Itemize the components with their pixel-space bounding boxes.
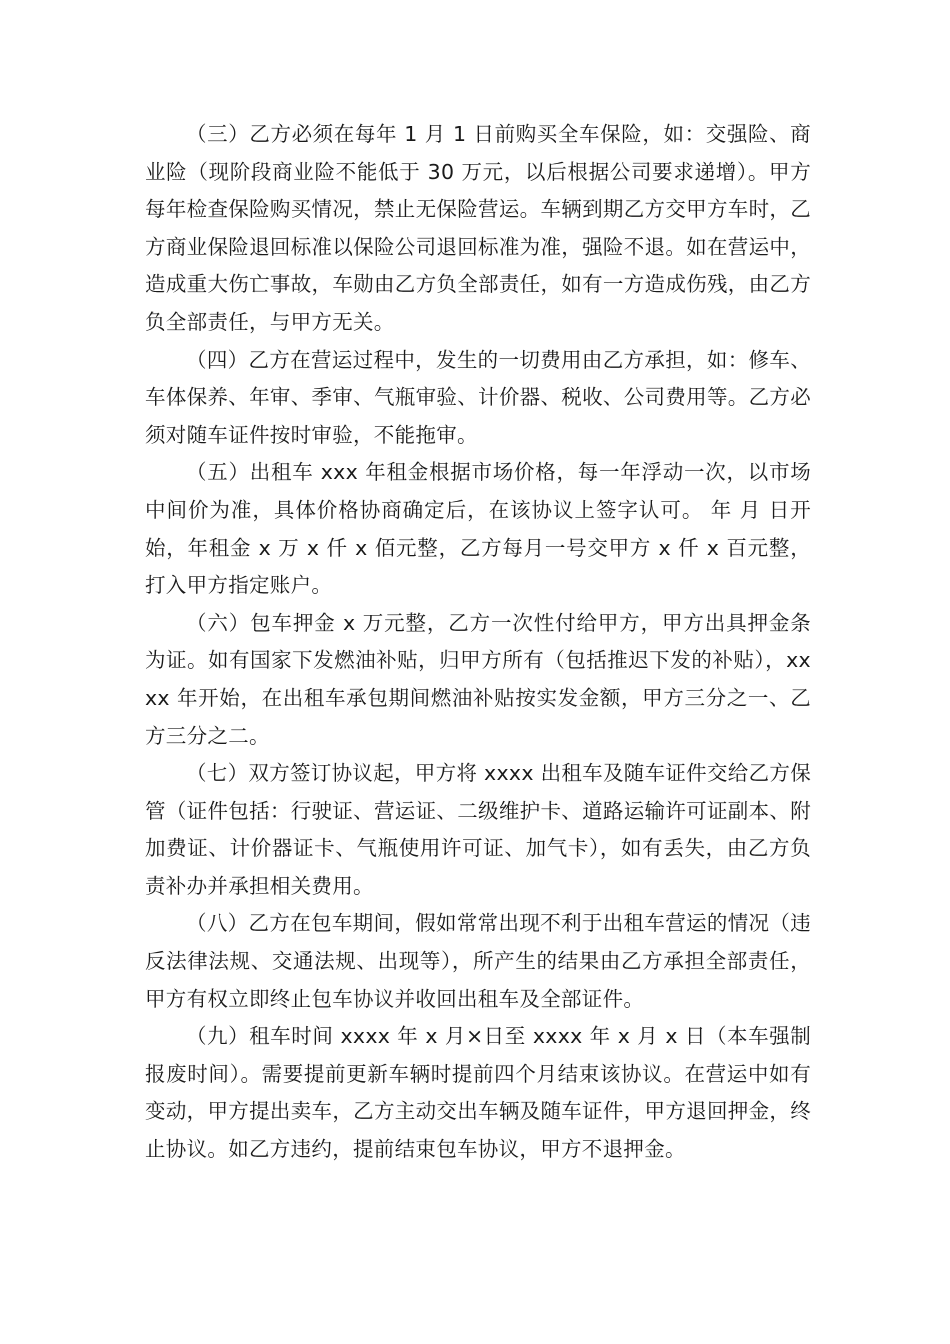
clause-5-paragraph: （五）出租车 xxx 年租金根据市场价格，每一年浮动一次，以市场中间价为准，具体价格协商确定后，在该协议上签字认可。 年 月 日开始，年租金 x 万 x 仟 x 佰元整，乙方每月一号交甲方 x 仟 x 百元整，打入甲方指定账户。: [145, 460, 811, 598]
clause-8-paragraph: （八）乙方在包车期间，假如常常出现不利于出租车营运的情况（违反法律法规、交通法规、出现等），所产生的结果由乙方承担全部责任，甲方有权立即终止包车协议并收回出租车及全部证件。: [145, 911, 811, 1011]
clause-3-paragraph: （三）乙方必须在每年 1 月 1 日前购买全车保险，如：交强险、商业险（现阶段商业险不能低于 30 万元，以后根据公司要求递增）。甲方每年检查保险购买情况，禁止无保险营运。车辆到期乙方交甲方车时，乙方商业保险退回标准以保险公司退回标准为准，强险不退。如在营运中，造成重大伤亡事故，车勋由乙方负全部责任，如有一方造成伤残，由乙方负全部责任，与甲方无关。: [145, 122, 811, 334]
clause-9-paragraph: （九）租车时间 xxxx 年 x 月×日至 xxxx 年 x 月 x 日（本车强制报废时间）。需要提前更新车辆时提前四个月结束该协议。在营运中如有变动，甲方提出卖车，乙方主动交出车辆及随车证件，甲方退回押金，终止协议。如乙方违约，提前结束包车协议，甲方不退押金。: [145, 1024, 811, 1162]
clause-7-paragraph: （七）双方签订协议起，甲方将 xxxx 出租车及随车证件交给乙方保管（证件包括：行驶证、营运证、二级维护卡、道路运输许可证副本、附加费证、计价器证卡、气瓶使用许可证、加气卡），如有丢失，由乙方负责补办并承担相关费用。: [145, 761, 811, 898]
clause-6-paragraph: （六）包车押金 x 万元整，乙方一次性付给甲方，甲方出具押金条为证。如有国家下发燃油补贴，归甲方所有（包括推迟下发的补贴），xxxx 年开始，在出租车承包期间燃油补贴按实发金额，甲方三分之一、乙方三分之二。: [145, 610, 811, 748]
document-page: [145, 116, 811, 1169]
clause-4-paragraph: （四）乙方在营运过程中，发生的一切费用由乙方承担，如：修车、车体保养、年审、季审、气瓶审验、计价器、税收、公司费用等。乙方必须对随车证件按时审验，不能拖审。: [145, 347, 811, 447]
